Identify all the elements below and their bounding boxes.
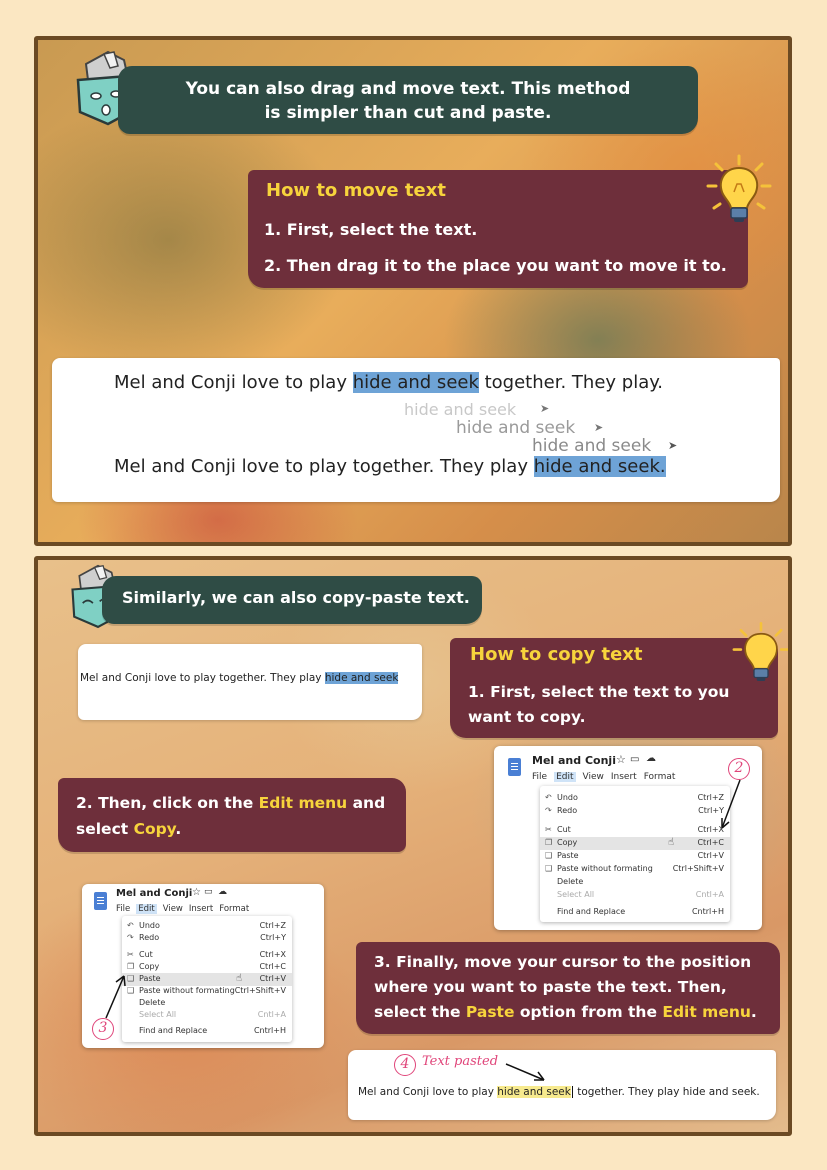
moved-text[interactable]: hide and seek. [533,456,666,477]
undo-icon: ↶ [545,793,552,802]
drag-example-card [52,358,780,502]
pasted-result-card [348,1050,776,1120]
menubar [116,904,249,914]
doc-title: Mel and Conji [532,754,616,767]
callout-2: 2 [728,758,750,780]
menu-item-select-all[interactable]: Select All Cntl+A [139,1010,286,1019]
copy-icon: ❐ [545,838,553,847]
menu-item-paste[interactable]: ❑ Paste Ctrl+V [545,851,724,860]
scissors-icon: ✂ [127,950,134,959]
hand-cursor-icon: ☝ [236,973,243,984]
text-pasted-label: Text pasted [422,1054,499,1069]
copy-tip-box [450,638,778,738]
move-tip-title: How to move text [266,180,446,201]
cloud-icon: ☁ [646,753,656,764]
menu-item-paste-without-formatting[interactable]: ❑ Paste without formating Ctrl+Shift+V [545,864,724,873]
selected-text[interactable]: hide and seek [352,372,479,393]
move-tip-box [248,170,748,288]
step-3-text: 3. Finally, move your cursor to the position where you want to paste the text. Then, select the Paste option from the Edit menu. [374,953,757,1021]
menu-item-cut[interactable]: ✂ Cut Ctrl+X [127,950,286,959]
cloud-icon: ☁ [218,887,227,897]
folder-icon: ▭ [630,754,640,765]
copy-intro-banner [102,576,482,624]
paste-plain-icon: ❑ [545,864,553,873]
drag-intro-banner [118,66,698,134]
menu-item-delete[interactable]: Delete [557,877,584,886]
copy-paste-panel [34,556,792,1136]
redo-icon: ↷ [545,806,552,815]
docs-icon [94,892,107,910]
paste-icon: ❑ [127,974,135,983]
menu-format[interactable]: Format [219,904,250,914]
star-icon: ☆ [616,753,626,766]
menu-item-find-replace[interactable]: Find and Replace Cntrl+H [557,907,724,916]
edit-menu-copy-screenshot [494,746,762,930]
menu-item-redo[interactable]: ↷ Redo Ctrl+Y [545,806,724,815]
step-3-box [356,942,780,1034]
scissors-icon: ✂ [545,825,552,834]
docs-icon [508,758,521,776]
redo-icon: ↷ [127,933,134,942]
cursor-icon: ➤ [540,402,550,415]
callout-arrow [716,778,746,838]
menu-file[interactable]: File [116,904,131,914]
pasted-text[interactable]: hide and seek [497,1086,571,1098]
drag-ghost-1: hide and seek [404,400,517,419]
menu-item-redo[interactable]: ↷ Redo Ctrl+Y [127,933,286,942]
menu-item-cut[interactable]: ✂ Cut Ctrl+X [545,825,724,834]
lightbulb-icon [730,618,792,688]
copy-sample-card [78,644,422,720]
menu-item-paste-without-formatting[interactable]: ❑ Paste without formating Ctrl+Shift+V [127,986,286,995]
doc-title: Mel and Conji [116,888,193,899]
menu-edit[interactable]: Edit [556,772,574,782]
folder-icon: ▭ [204,887,213,897]
selected-text[interactable]: hide and seek [324,672,399,684]
callout-arrow [504,1058,554,1088]
callout-3: 3 [92,1018,114,1040]
cursor-icon: ➤ [668,439,678,452]
copy-step-1: 1. First, select the text to you want to copy. [468,683,730,726]
menu-item-select-all[interactable]: Select All Cntl+A [557,890,724,899]
paste-plain-icon: ❑ [127,986,135,995]
menu-item-undo[interactable]: ↶ Undo Ctrl+Z [545,793,724,802]
drag-intro-text: You can also drag and move text. This method is simpler than cut and paste. [185,79,631,123]
edit-dropdown [540,786,730,922]
drag-ghost-3: hide and seek [532,436,652,456]
menu-view[interactable]: View [162,904,183,914]
edit-menu-paste-screenshot [82,884,324,1048]
drag-example-line-2: Mel and Conji love to play together. They play hide and seek. [114,456,666,477]
step-2-box [58,778,406,852]
callout-arrow [102,972,132,1022]
cursor-icon: ➤ [594,421,604,434]
menu-item-paste[interactable]: ❑ Paste ☝ Ctrl+V [122,973,292,986]
callout-4: 4 [394,1054,416,1076]
menu-edit[interactable]: Edit [138,904,155,914]
menu-file[interactable]: File [532,772,548,782]
lightbulb-icon [704,150,774,230]
copy-sample-line: Mel and Conji love to play together. They play hide and seek [80,672,399,684]
menu-item-find-replace[interactable]: Find and Replace Cntrl+H [139,1026,286,1035]
drag-ghost-2: hide and seek [456,418,576,438]
menu-format[interactable]: Format [643,772,676,782]
move-step-1: 1. First, select the text. [264,220,478,239]
undo-icon: ↶ [127,921,134,930]
paste-icon: ❑ [545,851,553,860]
menu-view[interactable]: View [582,772,604,782]
menu-item-copy[interactable]: ❐ Copy Ctrl+C [127,962,286,971]
pasted-result-line: Mel and Conji love to play hide and seek together. They play hide and seek. [358,1086,760,1098]
menubar [532,772,675,782]
menu-item-undo[interactable]: ↶ Undo Ctrl+Z [127,921,286,930]
copy-tip-title: How to copy text [470,644,643,665]
star-icon: ☆ [192,887,201,898]
hand-cursor-icon: ☝ [668,837,675,848]
menu-insert[interactable]: Insert [610,772,637,782]
menu-item-copy[interactable]: ❐ Copy ☝ Ctrl+C [540,837,730,850]
drag-move-panel [34,36,792,546]
edit-dropdown [122,916,292,1042]
menu-insert[interactable]: Insert [188,904,214,914]
menu-item-delete[interactable]: Delete [139,998,166,1007]
step-2-text: 2. Then, click on the Edit menu and select Copy. [76,794,386,838]
drag-example-line-1: Mel and Conji love to play hide and seek together. They play. [114,372,664,393]
move-step-2: 2. Then drag it to the place you want to move it to. [264,256,727,275]
copy-intro-text: Similarly, we can also copy-paste text. [122,588,470,607]
text-cursor [572,1086,573,1098]
copy-icon: ❐ [127,962,135,971]
